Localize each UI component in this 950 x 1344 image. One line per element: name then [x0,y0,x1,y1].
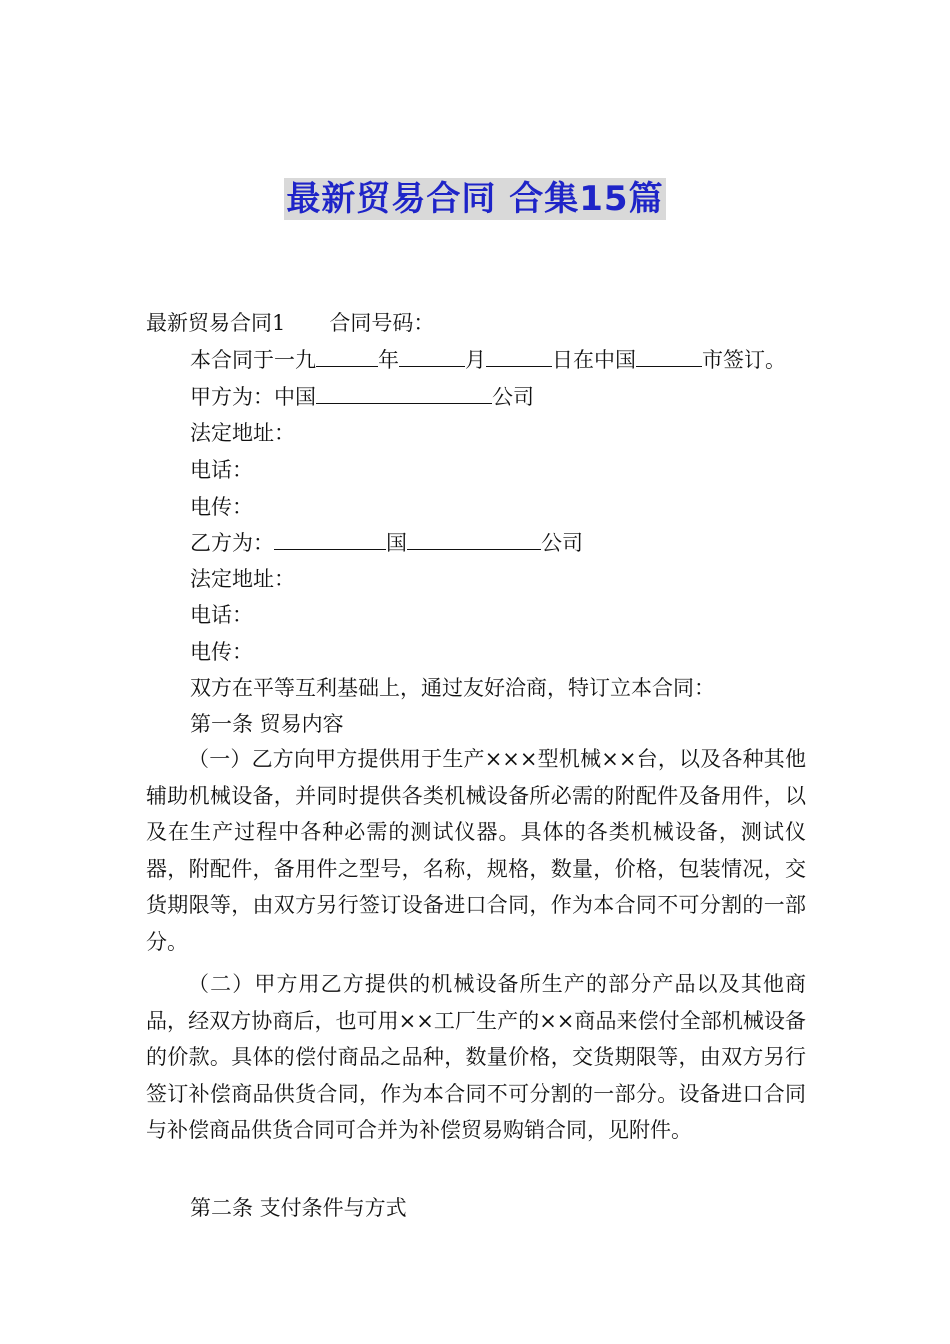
date-prefix: 本合同于一九 [190,348,316,372]
party-b-address: 法定地址： [190,567,295,591]
party-b-line [190,527,583,558]
day-label: 日在中国 [552,348,636,372]
contract-number-label: 合同号码： [329,311,435,335]
month-blank [399,344,465,367]
party-a-fax: 电传： [190,495,253,519]
party-a-address: 法定地址： [190,421,295,445]
city-blank [636,344,702,367]
month-label: 月 [465,348,486,372]
party-a-phone: 电话： [190,458,253,482]
article2-heading: 第二条 支付条件与方式 [190,1196,407,1220]
header-line [146,308,434,338]
party-a-line [190,381,534,412]
party-b-prefix: 乙方为： [190,531,274,555]
contract-name: 最新贸易合同1 [146,311,286,335]
party-a-suffix: 公司 [492,385,534,409]
party-b-country-blank [274,527,386,550]
title-container [0,178,950,220]
intro-text: 双方在平等互利基础上，通过友好洽商，特订立本合同： [190,676,715,700]
city-label: 市签订。 [702,348,786,372]
date-line [190,344,786,375]
article1-heading: 第一条 贸易内容 [190,712,344,736]
day-blank [486,344,552,367]
party-a-prefix: 甲方为：中国 [190,385,316,409]
article1-clause1: （一）乙方向甲方提供用于生产×××型机械××台，以及各种其他辅助机械设备，并同时提供各类机械设备所必需的附配件及备用件，以及在生产过程中各种必需的测试仪器。具体的各类机械设备，测试仪器，附配件，备用件之型号，名称，规格，数量，价格，包装情况，交货期限等，由双方另行签订设备进口合同，作为本合同不可分割的一部分。 [146,747,806,954]
party-b-fax: 电传： [190,640,253,664]
party-b-company-blank [407,527,541,550]
document-title: 最新贸易合同 合集15篇 [286,179,664,219]
party-b-country-label: 国 [386,531,407,555]
party-a-company-blank [316,381,492,404]
year-label: 年 [378,348,399,372]
party-b-phone: 电话： [190,603,253,627]
article1-clause2: （二）甲方用乙方提供的机械设备所生产的部分产品以及其他商品，经双方协商后，也可用××工厂生产的××商品来偿付全部机械设备的价款。具体的偿付商品之品种，数量价格，交货期限等，由双方另行签订补偿商品供货合同，作为本合同不可分割的一部分。设备进口合同与补偿商品供货合同可合并为补偿贸易购销合同，见附件。 [146,972,806,1143]
year-blank [316,344,378,367]
party-b-suffix: 公司 [541,531,583,555]
